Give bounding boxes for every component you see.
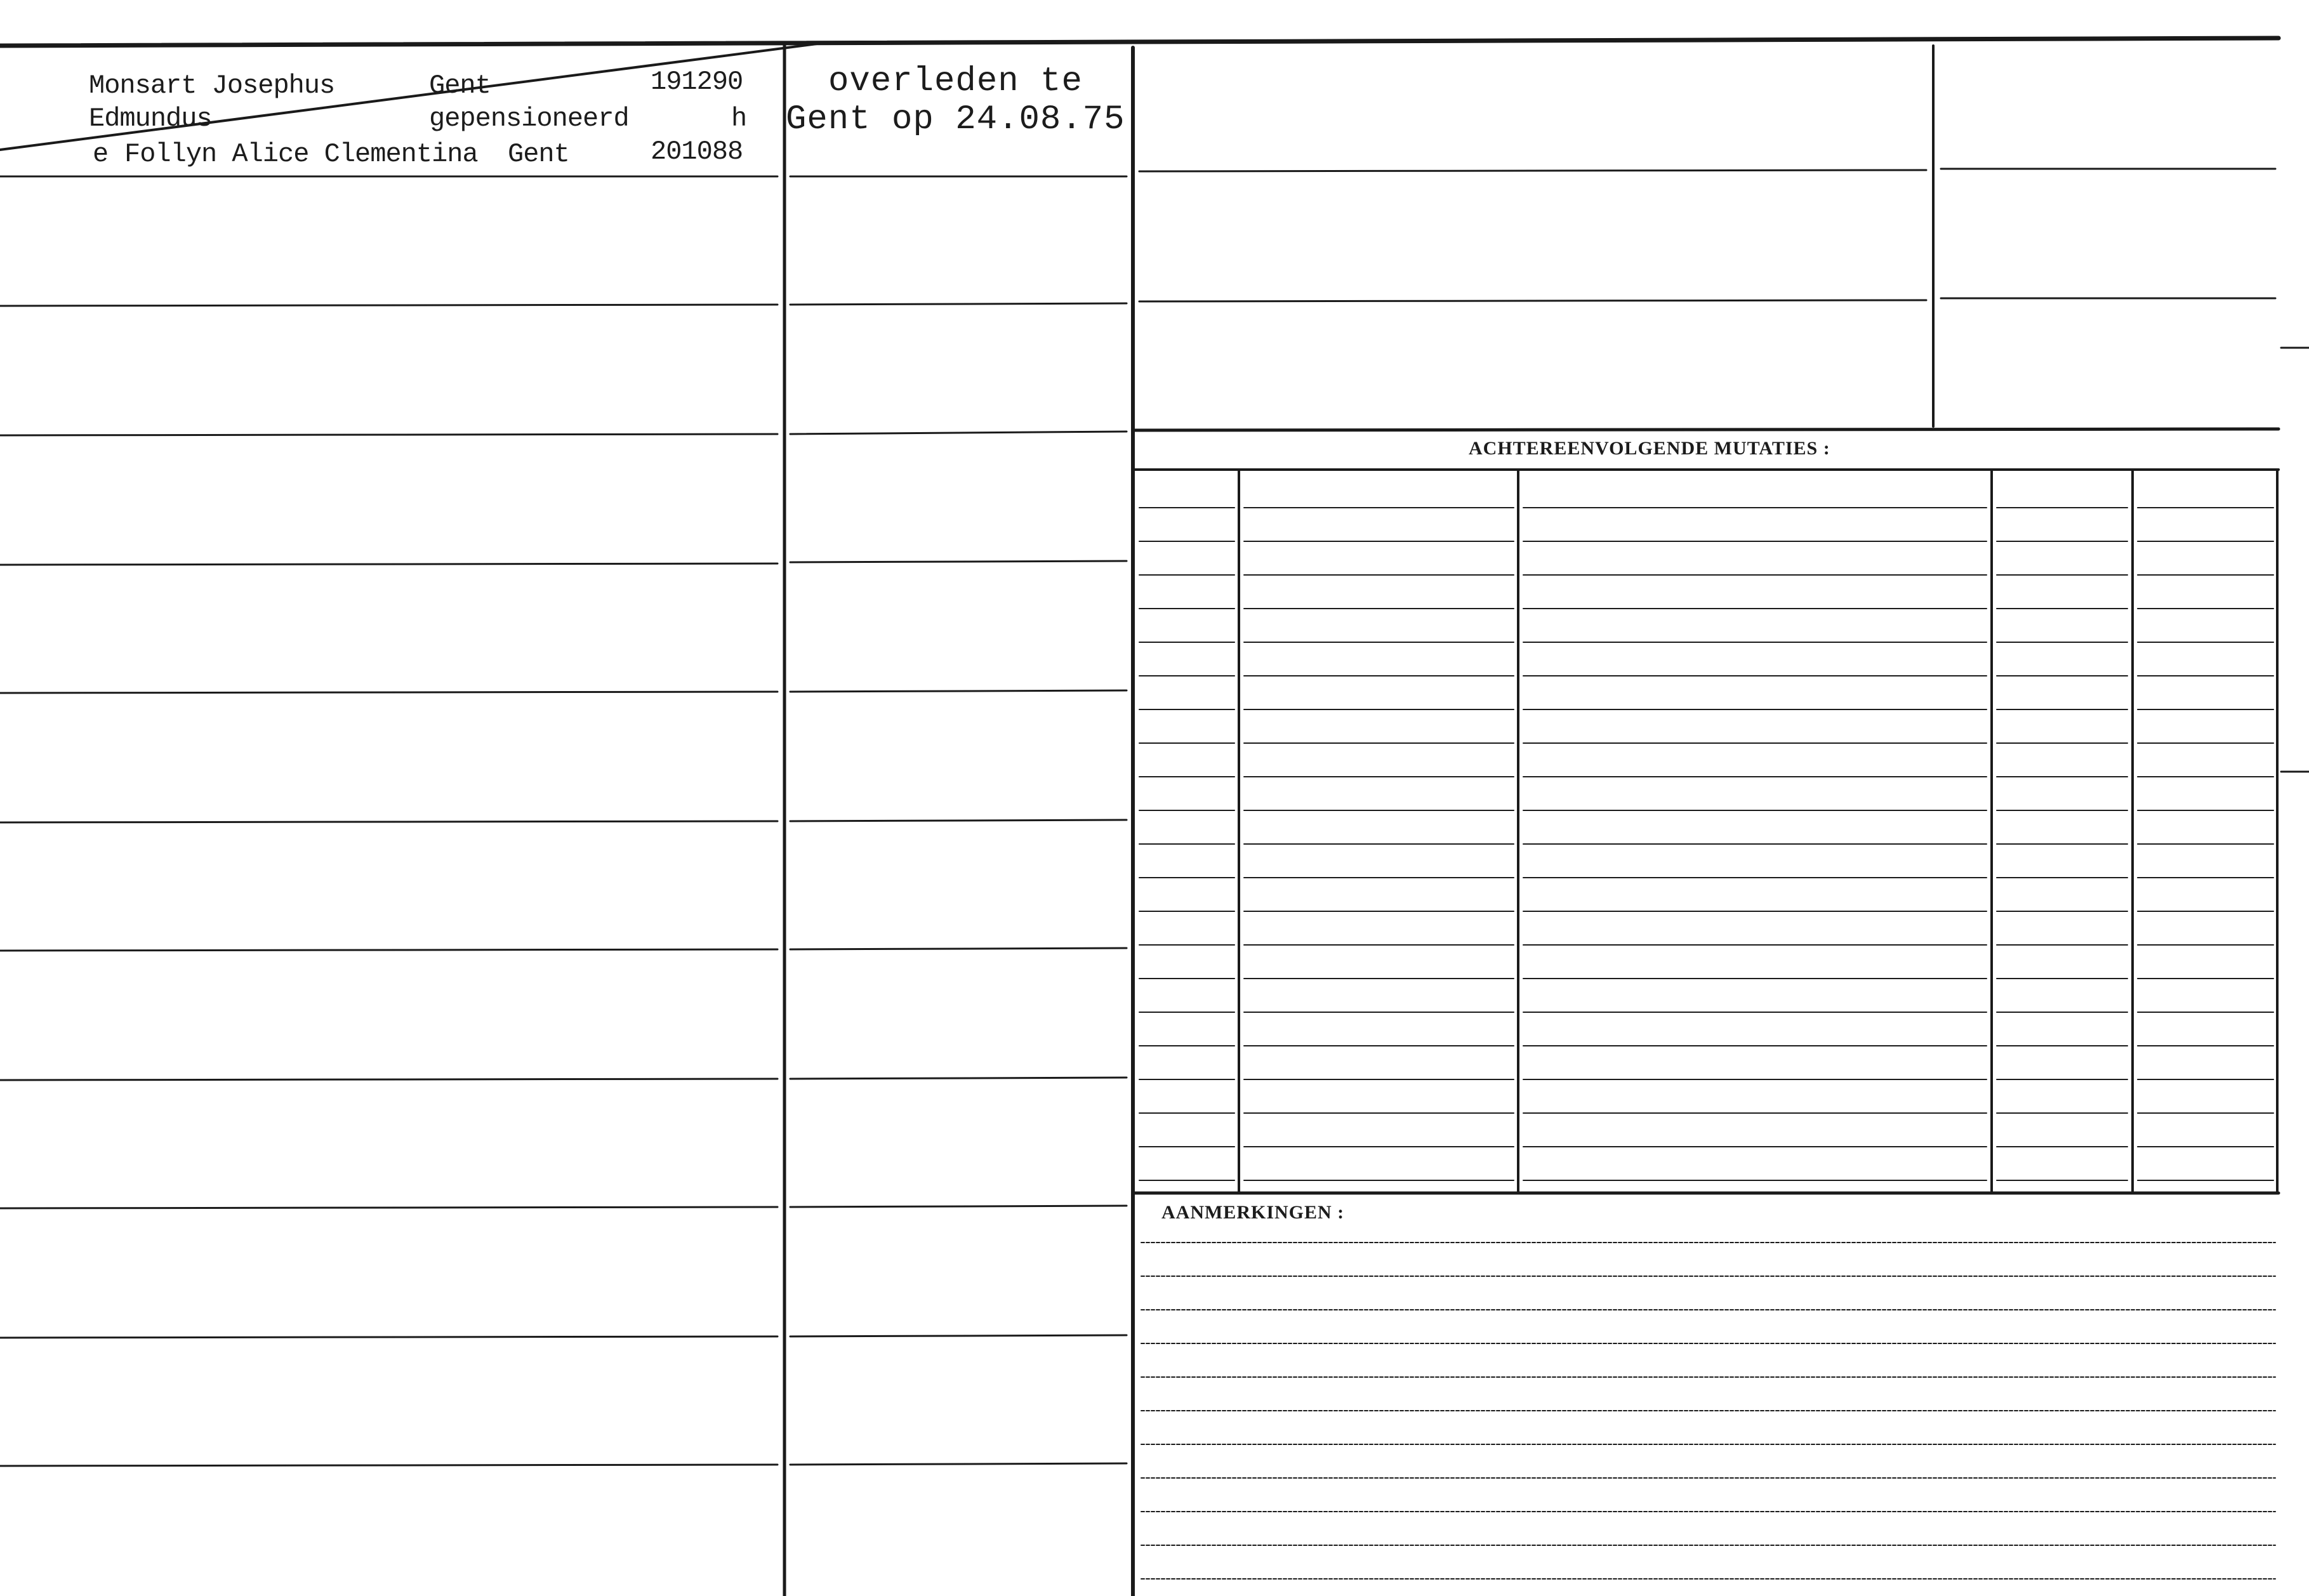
- husband-name: Monsart Josephus: [89, 70, 335, 101]
- ledger-rows-left: [0, 176, 1127, 1466]
- wife-birthplace: Gent: [508, 139, 569, 169]
- husband-name-continued: Edmundus: [89, 103, 212, 134]
- wife-name: Follyn Alice Clementina: [124, 139, 478, 169]
- mutations-column-rules: [1239, 471, 2277, 1192]
- wife-prefix: e: [93, 139, 109, 169]
- top-border-line: [0, 38, 2279, 46]
- mutations-top-rule: [1133, 429, 2279, 430]
- husband-birthdate: 191290: [651, 67, 743, 97]
- husband-mark: h: [731, 103, 747, 134]
- annotations-rows: [1141, 1243, 2275, 1579]
- wife-birthdate: 201088: [651, 136, 743, 167]
- mutations-heading: ACHTEREENVOLGENDE MUTATIES :: [1469, 438, 1830, 459]
- mutations-rows: [1139, 508, 2273, 1180]
- husband-occupation: gepensioneerd: [429, 103, 629, 134]
- husband-birthplace: Gent: [429, 70, 491, 101]
- upper-right-rows: [1139, 169, 2275, 301]
- death-note-line1: overleden te: [828, 62, 1083, 101]
- death-note-line2: Gent op 24.08.75: [786, 100, 1125, 139]
- annotations-heading: AANMERKINGEN :: [1161, 1202, 1345, 1223]
